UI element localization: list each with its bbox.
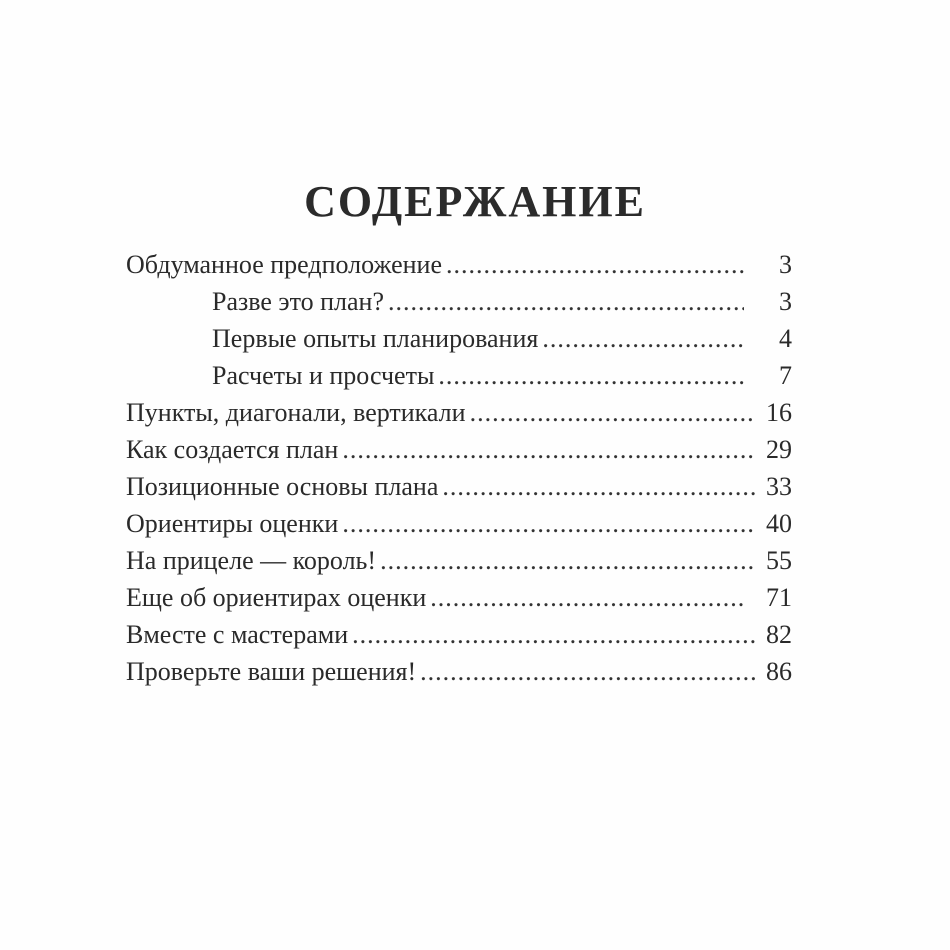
toc-entry-label: Еще об ориентирах оценки [126, 583, 427, 612]
toc-entry-label: Позиционные основы плана [126, 472, 439, 501]
toc-entry-label: Обдуманное предположение [126, 250, 443, 279]
toc-entry [126, 394, 792, 431]
page-title: СОДЕРЖАНИЕ [304, 177, 646, 226]
toc-entry [126, 357, 792, 394]
toc-leader-dots [342, 505, 756, 542]
toc-entry-page: 55 [766, 546, 792, 575]
toc-entry-label: Проверьте ваши решения! [126, 657, 417, 686]
toc-entry [126, 579, 792, 616]
toc-entry-label: Вместе с мастерами [126, 620, 349, 649]
toc-entry [126, 283, 792, 320]
toc-entry-page: 3 [779, 287, 792, 316]
toc-entry-page: 29 [766, 435, 792, 464]
toc-entry-page: 3 [779, 250, 792, 279]
toc-entry [126, 542, 792, 579]
toc-entry-page: 71 [766, 583, 792, 612]
toc-entry [126, 246, 792, 283]
toc-entry-label: Расчеты и просчеты [212, 361, 435, 390]
toc-entry [126, 505, 792, 542]
toc-entry [126, 320, 792, 357]
toc-entry [126, 468, 792, 505]
toc-leader-dots [380, 542, 756, 579]
toc-leader-dots [352, 616, 756, 653]
toc-entry [126, 616, 792, 653]
toc-leader-dots [420, 653, 756, 690]
toc-leader-dots [342, 431, 756, 468]
toc-entry-page: 4 [779, 324, 792, 353]
toc-leader-dots [388, 283, 744, 320]
toc-entry-page: 86 [766, 657, 792, 686]
table-of-contents [126, 246, 792, 690]
toc-leader-dots [430, 579, 744, 616]
toc-entry-label: На прицеле — король! [126, 546, 377, 575]
toc-entry-label: Ориентиры оценки [126, 509, 339, 538]
toc-leader-dots [442, 468, 756, 505]
toc-entry [126, 653, 792, 690]
toc-entry [126, 431, 792, 468]
toc-leader-dots [446, 246, 744, 283]
toc-entry-page: 40 [766, 509, 792, 538]
toc-leader-dots [470, 394, 756, 431]
toc-entry-label: Как создается план [126, 435, 339, 464]
toc-leader-dots [542, 320, 744, 357]
toc-entry-label: Первые опыты планирования [212, 324, 539, 353]
toc-entry-page: 33 [766, 472, 792, 501]
toc-entry-page: 82 [766, 620, 792, 649]
toc-entry-label: Пункты, диагонали, вертикали [126, 398, 466, 427]
toc-entry-page: 7 [779, 361, 792, 390]
toc-entry-label: Разве это план? [212, 287, 384, 316]
toc-entry-page: 16 [766, 398, 792, 427]
toc-leader-dots [438, 357, 744, 394]
